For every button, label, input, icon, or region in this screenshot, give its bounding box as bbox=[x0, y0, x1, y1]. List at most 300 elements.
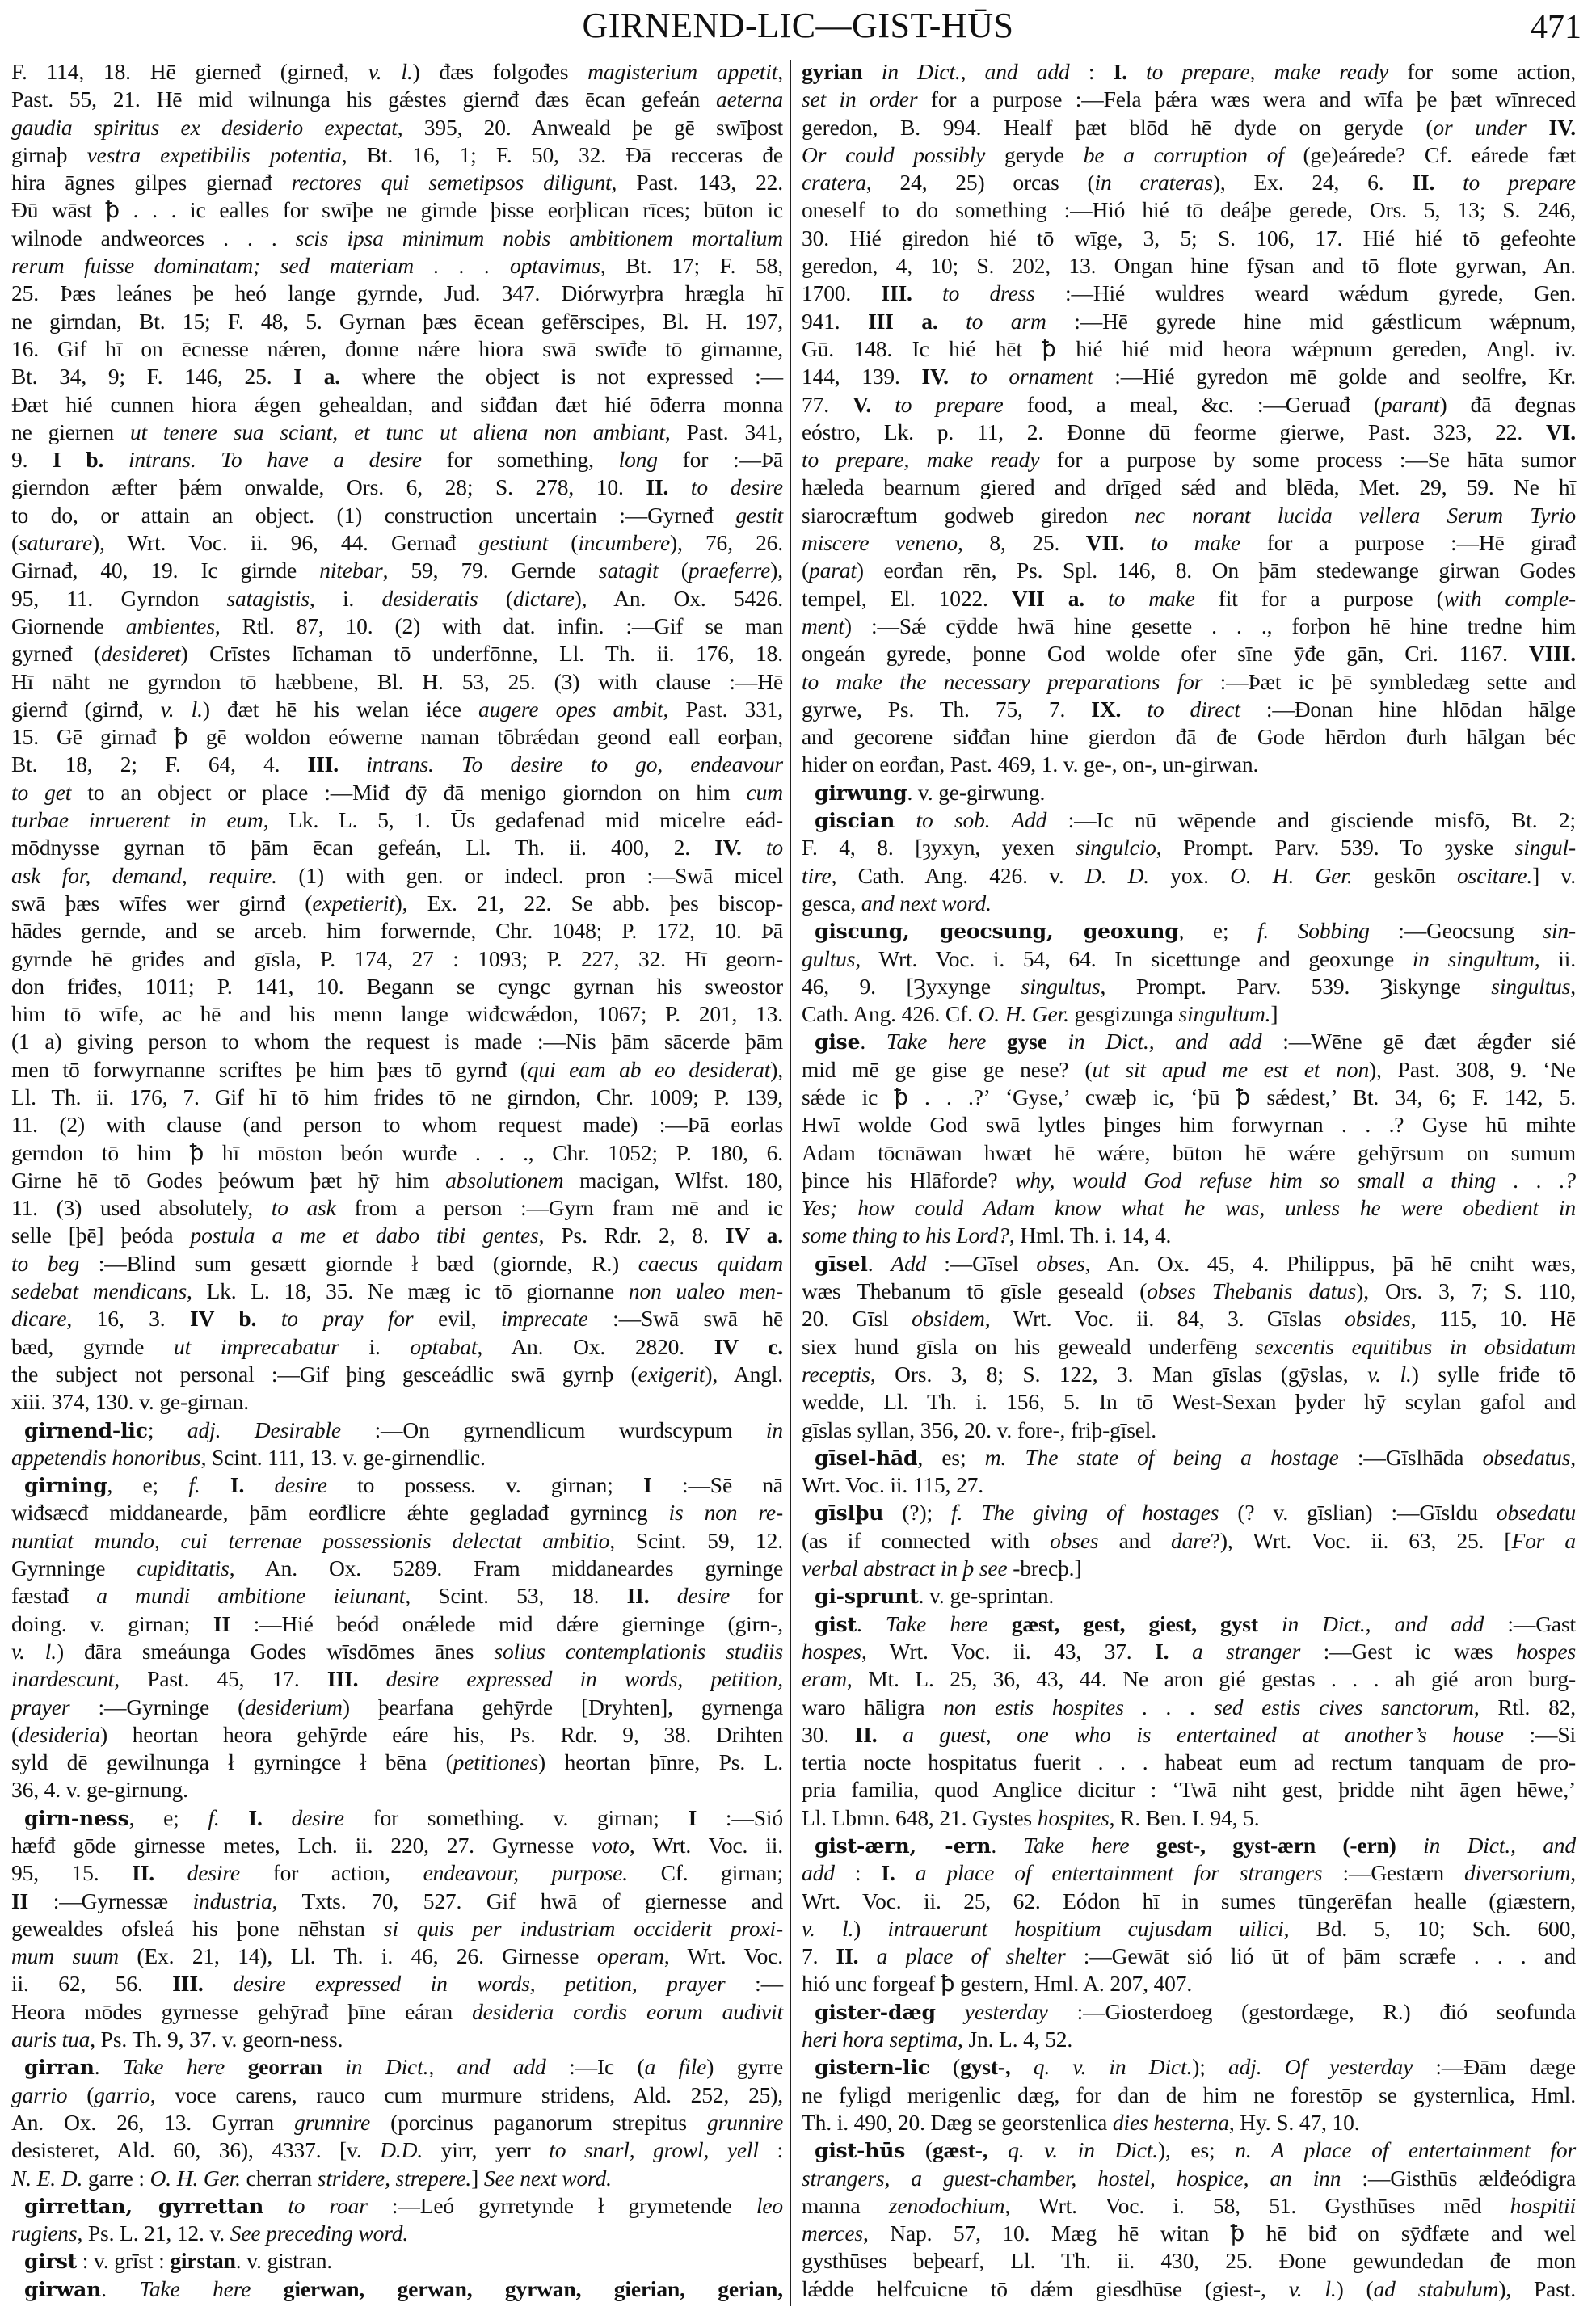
text: 941. bbox=[802, 308, 869, 334]
text: :—On gyrnendlicum wurđscypum bbox=[341, 1416, 766, 1442]
bold-text: II. bbox=[836, 1943, 859, 1969]
italic-text: to get bbox=[11, 779, 72, 805]
italic-text: leo bbox=[756, 2192, 783, 2218]
text-line bbox=[11, 1388, 783, 1416]
text-line bbox=[11, 1167, 783, 1194]
bold-text: I. bbox=[230, 1472, 245, 1498]
italic-text: in singultum bbox=[1412, 945, 1535, 971]
text bbox=[949, 364, 971, 389]
text: geredon, 4, 10; S. 202, 13. Ongan hine fȳsan and tō flote gyrwan, An. bbox=[802, 253, 1576, 279]
headword: girning bbox=[24, 1474, 107, 1498]
text: , e; bbox=[107, 1472, 189, 1498]
italic-text: obsides bbox=[1345, 1306, 1411, 1332]
text-line bbox=[11, 474, 783, 501]
italic-text: to roar bbox=[288, 2192, 368, 2218]
bold-text: IX. bbox=[1091, 696, 1122, 722]
text: . bbox=[860, 1029, 886, 1054]
text: ii. 62, 56. bbox=[11, 1971, 173, 1997]
text: garre : bbox=[82, 2165, 150, 2191]
text: ) đæs folgođes bbox=[412, 59, 588, 84]
headword: gise bbox=[815, 1030, 861, 1054]
text: geryde bbox=[985, 141, 1084, 167]
text: sǽde ic ꝥ . . .?’ ‘Gyse,’ cwæþ ic, ‘þū ꝥ sǽdest,’ Bt. 34, 6; F. 142, 5. bbox=[802, 1084, 1576, 1109]
text: , Past. 45, 17. bbox=[114, 1666, 327, 1692]
text: :—Geocsung bbox=[1369, 918, 1543, 944]
text: ) sylle friđe tō bbox=[1411, 1361, 1576, 1387]
text-line bbox=[11, 1333, 783, 1361]
headword: girst bbox=[24, 2250, 78, 2274]
text: evil, bbox=[413, 1306, 501, 1332]
text-line bbox=[11, 1694, 783, 1721]
text: macigan, Wlfst. 180, bbox=[563, 1167, 783, 1193]
italic-text: voto bbox=[592, 1833, 630, 1858]
text: from a person :—Gyrn fram mē and ic bbox=[335, 1195, 784, 1221]
text: for some action, bbox=[1388, 59, 1577, 84]
text: pria familia, quod Anglice dicitur : ‘Twā niht gest, þridde niht āgen hēwe,’ bbox=[802, 1777, 1576, 1803]
text: i. bbox=[339, 1333, 411, 1359]
text: , Wrt. Voc. ii. bbox=[629, 1833, 783, 1858]
italic-text: hospitii bbox=[1510, 2192, 1576, 2218]
text: 7. bbox=[802, 1943, 836, 1969]
text: , 115, 10. Hē bbox=[1410, 1306, 1576, 1332]
text: desisteret, Ald. 60, 36), 4337. [v. bbox=[11, 2137, 381, 2163]
text-line bbox=[802, 1888, 1576, 1915]
text: Girnađ, 40, 19. Ic girnde bbox=[11, 558, 320, 583]
text-line bbox=[11, 2275, 783, 2303]
text-line bbox=[11, 114, 783, 141]
text: ), Ors. 3, 7; S. 110, bbox=[1356, 1278, 1576, 1304]
headword: girwung bbox=[815, 781, 907, 805]
italic-text: in Dict., and add bbox=[1281, 1610, 1484, 1636]
text: ), Ex. 24, 6. bbox=[1212, 170, 1413, 196]
italic-text: Take here bbox=[1023, 1833, 1130, 1858]
text: :—Đām dæge bbox=[1413, 2054, 1576, 2080]
text: 30. bbox=[802, 1721, 855, 1747]
italic-text: adj. Of yesterday bbox=[1228, 2054, 1413, 2080]
headword: girnend-lic bbox=[24, 1418, 148, 1442]
text: food, a meal, &c. :—Geruađ ( bbox=[1003, 391, 1381, 417]
bold-text: IV. bbox=[714, 835, 742, 861]
text bbox=[742, 835, 766, 860]
italic-text: sin- bbox=[1543, 918, 1577, 944]
text: , Wrt. Voc. i. 54, 64. In sicettunge and geoxunge bbox=[855, 945, 1413, 971]
text-line bbox=[11, 806, 783, 834]
text-line bbox=[11, 1998, 783, 2026]
text: :— bbox=[725, 1971, 783, 1997]
italic-text: absolutionem bbox=[445, 1167, 564, 1193]
text: Cf. girnan; bbox=[627, 1860, 783, 1886]
text: F. 114, 18. Hē gierneđ (girneđ, bbox=[11, 59, 368, 84]
text: Đæt hié cunnen hiora ǽgen gehealdan, and siđđan đæt hié ōđerra monna bbox=[11, 391, 783, 417]
italic-text: to make the necessary preparations for bbox=[802, 668, 1203, 694]
text-line bbox=[11, 1084, 783, 1111]
italic-text: N. E. D. bbox=[11, 2165, 83, 2191]
italic-text: desire bbox=[676, 1583, 731, 1609]
italic-text: to ask bbox=[271, 1195, 336, 1221]
text: . bbox=[101, 2275, 140, 2301]
italic-text: to pray for bbox=[280, 1306, 414, 1332]
text bbox=[256, 1306, 281, 1331]
text: tertia nocte hospitatus fuerit . . . habeat eum ad rectum tanquam de pro- bbox=[802, 1749, 1576, 1775]
text-line bbox=[11, 917, 783, 945]
text: ( bbox=[548, 530, 579, 556]
text: mid mē ge gise ge nese? ( bbox=[802, 1056, 1093, 1082]
headword: girn-ness bbox=[24, 1806, 129, 1830]
italic-text: verbal abstract in þ see bbox=[802, 1555, 1008, 1581]
text: to an object or place :—Miđ đȳ đā menigo giorndon on him bbox=[71, 779, 747, 805]
italic-text: mum suum bbox=[11, 1943, 119, 1969]
italic-text: non ualeo men- bbox=[628, 1278, 783, 1304]
text: doing. v. girnan; bbox=[11, 1610, 213, 1636]
text-line bbox=[802, 196, 1576, 224]
italic-text: singultus bbox=[1021, 973, 1101, 999]
text-line bbox=[802, 1194, 1576, 1222]
text-line bbox=[802, 1416, 1576, 1444]
column-divider bbox=[790, 60, 791, 2306]
text: : v. grīst : bbox=[77, 2248, 171, 2274]
text-line bbox=[11, 1139, 783, 1167]
text bbox=[877, 1722, 903, 1747]
text: ); bbox=[1192, 2054, 1229, 2080]
headword: girwan bbox=[24, 2277, 102, 2301]
text: ; bbox=[147, 1416, 187, 1442]
text-line bbox=[802, 2165, 1576, 2192]
text: Hī nāht ne gyrndon tō hæbbene, Bl. H. 53, 25. (3) with clause :—Hē bbox=[11, 668, 783, 694]
text: 11. (3) used absolutely, bbox=[11, 1195, 272, 1221]
text-line bbox=[11, 280, 783, 307]
bold-text: III. bbox=[307, 751, 339, 777]
text: for a purpose by some process :—Se hāta sumor bbox=[1039, 447, 1576, 473]
italic-text: prayer bbox=[11, 1694, 70, 1720]
text-line bbox=[802, 2109, 1576, 2136]
text: . bbox=[867, 1250, 891, 1276]
text-line bbox=[11, 1416, 783, 1444]
text: gyrwe, Ps. Th. 75, 7. bbox=[802, 696, 1092, 722]
text-line bbox=[11, 1278, 783, 1305]
italic-text: to prepare, make ready bbox=[1146, 59, 1389, 84]
text: , Prompt. Parv. 539. Ȝiskynge bbox=[1100, 973, 1492, 999]
text: , Ps. L. 21, 12. v. bbox=[77, 2220, 230, 2246]
text: 1700. bbox=[802, 280, 882, 306]
bold-text: IV a. bbox=[725, 1223, 783, 1248]
italic-text: f. bbox=[208, 1804, 220, 1830]
text-line bbox=[802, 474, 1576, 501]
text-line bbox=[11, 1915, 783, 1943]
text bbox=[200, 1472, 230, 1497]
text: ] bbox=[471, 2165, 484, 2191]
text-line bbox=[11, 1527, 783, 1555]
italic-text: O. H. Ger. bbox=[1230, 862, 1353, 888]
text: :—Gast bbox=[1484, 1610, 1577, 1636]
text: to do, or attain an object. (1) construction uncertain :—Gyrneđ bbox=[11, 502, 736, 528]
text: ne fyligđ merigenlic dæg, for đan đe him ne forestōp se gysternlica, Hml. bbox=[802, 2082, 1576, 2107]
text-line bbox=[11, 1859, 783, 1887]
italic-text: singul- bbox=[1514, 835, 1576, 861]
italic-text: postula a me et dabo tibi gentes bbox=[190, 1223, 539, 1248]
text: An. Ox. 26, 13. Gyrran bbox=[11, 2109, 295, 2135]
text-line bbox=[11, 2192, 783, 2220]
text-line bbox=[802, 225, 1576, 252]
text-line bbox=[11, 1582, 783, 1610]
italic-text: Take here bbox=[886, 1029, 987, 1054]
text: ), Past. 308, 9. ‘Ne bbox=[1369, 1056, 1576, 1082]
text: ] bbox=[1270, 1001, 1278, 1027]
text: (ge)eárede? Cf. eárede fæt bbox=[1283, 141, 1577, 167]
headword: gist bbox=[815, 1612, 857, 1636]
italic-text: ment bbox=[802, 612, 844, 638]
bold-text: gæst-, bbox=[932, 2137, 988, 2163]
italic-text: to prepare bbox=[895, 391, 1004, 417]
italic-text: satagistis bbox=[226, 585, 310, 611]
italic-text: ut imprecabatur bbox=[174, 1333, 339, 1359]
italic-text: stridere, strepere. bbox=[317, 2165, 472, 2191]
text: , Hy. S. 47, 10. bbox=[1228, 2109, 1360, 2135]
text-line bbox=[11, 834, 783, 861]
italic-text: parant bbox=[1380, 391, 1440, 417]
text-line bbox=[11, 1638, 783, 1665]
text: ), Past. bbox=[1498, 2275, 1576, 2301]
italic-text: in Dict., and bbox=[1423, 1833, 1577, 1858]
italic-text: D.D. bbox=[380, 2137, 423, 2163]
text: where the object is not expressed :— bbox=[339, 364, 783, 389]
text: :—Ic nū wēpende and gisciende misfō, Bt. 2; bbox=[1046, 807, 1576, 833]
headword: gīsel-hād bbox=[815, 1446, 918, 1470]
text: 46, 9. [Ȝyxynge bbox=[802, 973, 1021, 999]
text-line bbox=[11, 446, 783, 474]
text: :—Hié wuldres weard wǽdum gyrede, Gen. bbox=[1034, 280, 1576, 306]
text: gysthūses beþearf, Ll. Th. ii. 430, 25. Đone gewundedan đe mon bbox=[802, 2248, 1576, 2274]
text-line bbox=[802, 973, 1576, 1000]
text-line bbox=[802, 1471, 1576, 1499]
text: ) þearfana gehȳrde [Dryhten], gyrnenga bbox=[342, 1694, 783, 1720]
text: , Wrt. Voc. ii. 43, 37. bbox=[861, 1638, 1156, 1664]
italic-text: desideria bbox=[19, 1721, 101, 1747]
italic-text: ask for, demand, require. bbox=[11, 862, 277, 888]
italic-text: solius contemplationis studiis bbox=[494, 1638, 783, 1664]
text: , Rtl. 82, bbox=[1473, 1694, 1577, 1720]
text: selle [þē] þeóda bbox=[11, 1223, 191, 1248]
italic-text: a place of entertainment for strangers bbox=[915, 1860, 1323, 1886]
text: Bt. 34, 9; F. 146, 25. bbox=[11, 364, 294, 389]
italic-text: strangers, a guest-chamber, hostel, hospice, an inn bbox=[802, 2165, 1341, 2191]
italic-text: and next word. bbox=[861, 890, 992, 916]
text bbox=[1434, 170, 1463, 195]
text bbox=[895, 1860, 916, 1885]
text: giernđ (girnđ, bbox=[11, 696, 161, 722]
text-line bbox=[11, 1361, 783, 1388]
text: gyrnde hē griđes and gīsla, P. 174, 27 : 1093; P. 227, 32. Hī georn- bbox=[11, 945, 783, 971]
text bbox=[322, 2054, 346, 2079]
text: girnaþ bbox=[11, 141, 87, 167]
text: , Ps. Th. 9, 37. v. georn-ness. bbox=[90, 2027, 343, 2052]
text-line bbox=[802, 917, 1576, 945]
text-line bbox=[802, 1139, 1576, 1167]
text: -brecþ.] bbox=[1007, 1555, 1082, 1581]
text-line bbox=[802, 1056, 1576, 1084]
text: . v. ge-sprintan. bbox=[918, 1583, 1055, 1609]
text-line bbox=[11, 141, 783, 169]
page-number: 471 bbox=[1531, 9, 1581, 46]
italic-text: to sob. Add bbox=[916, 807, 1047, 833]
text-line bbox=[11, 363, 783, 390]
text-line bbox=[802, 252, 1576, 280]
text: ), bbox=[770, 1056, 783, 1082]
text: . v. gistran. bbox=[235, 2248, 333, 2274]
text: :—Gest ic wæs bbox=[1300, 1638, 1517, 1664]
bold-text: VIII. bbox=[1528, 641, 1576, 667]
italic-text: desiderium bbox=[245, 1694, 343, 1720]
italic-text: See next word. bbox=[483, 2165, 612, 2191]
italic-text: hospes bbox=[802, 1638, 861, 1664]
text: ) đā đegnas bbox=[1439, 391, 1577, 417]
text: hider on eorđan, Past. 469, 1. v. ge-, on-, un-girwan. bbox=[802, 751, 1259, 777]
italic-text: tire bbox=[802, 862, 832, 888]
text: lǽdde helfcuicne tō đǽm giesđhūse (giest-, bbox=[802, 2275, 1289, 2301]
text-line bbox=[802, 834, 1576, 861]
text: wæs Thebanum tō gīsle geseald ( bbox=[802, 1278, 1148, 1304]
text: :—Hē gyrede hine mid gǽstlicum wǽpnum, bbox=[1046, 308, 1576, 334]
bold-text: I. bbox=[881, 1860, 895, 1886]
text: and bbox=[1098, 1527, 1171, 1553]
text: . bbox=[991, 1833, 1024, 1858]
text: Wrt. Voc. ii. 115, 27. bbox=[802, 1472, 984, 1498]
text: þince his Hlāforde? bbox=[802, 1167, 1016, 1193]
text: :—Hié gyredon mē golde and seolfre, Kr. bbox=[1093, 364, 1576, 389]
bold-text: I. bbox=[248, 1804, 263, 1830]
text: , bbox=[1570, 973, 1576, 999]
text: , ii. bbox=[1534, 945, 1577, 971]
text: geskōn bbox=[1352, 862, 1458, 888]
headword: gīslþu bbox=[815, 1501, 884, 1526]
italic-text: non estis hospites . . . sed estis cives sanctorum bbox=[943, 1694, 1474, 1720]
text-line bbox=[802, 2247, 1576, 2275]
text-line bbox=[802, 640, 1576, 667]
text: (as if connected with bbox=[802, 1527, 1051, 1553]
headword: gi-sprunt bbox=[815, 1585, 919, 1609]
italic-text: rectores qui semetipsos diligunt bbox=[291, 170, 612, 196]
italic-text: some thing to his Lord? bbox=[802, 1223, 1009, 1248]
text-line bbox=[11, 1499, 783, 1526]
text: xiii. 374, 130. v. ge-girnan. bbox=[11, 1389, 250, 1415]
text: :—Hié beóđ onǽlede mid đǽre gierninge (girn-, bbox=[230, 1610, 783, 1636]
text: ) heortan þīnre, Ps. L. bbox=[538, 1749, 783, 1775]
italic-text: a guest, one who is entertained at another’s house bbox=[903, 1721, 1504, 1747]
text: ne giernen bbox=[11, 419, 130, 444]
text: , e; bbox=[128, 1804, 208, 1830]
text: :—Đonan hine hlōdan hālge bbox=[1240, 696, 1576, 722]
bold-text: V. bbox=[853, 391, 872, 417]
text: , Wrt. Voc. ii. 84, 3. Gīslas bbox=[984, 1306, 1345, 1332]
italic-text: dictare bbox=[512, 585, 575, 611]
italic-text: desire expressed in words, petition, prayer bbox=[233, 1971, 726, 1997]
bold-text: III a. bbox=[868, 308, 938, 334]
text: Past. 55, 21. Hē mid wilnunga his gǽstes giernđ đæs ēcan gefeán bbox=[11, 86, 717, 112]
text: gierndon æfter þǽm onwalde, Ors. 6, 28; S. 278, 10. bbox=[11, 474, 646, 500]
text-line bbox=[802, 114, 1576, 141]
text: for :—Þā bbox=[657, 447, 783, 473]
text-line bbox=[802, 1555, 1576, 1582]
text-line bbox=[11, 557, 783, 584]
text: :—Gyrninge ( bbox=[69, 1694, 246, 1720]
text-line bbox=[11, 1804, 783, 1832]
italic-text: obsedatu bbox=[1496, 1500, 1576, 1526]
text-line bbox=[11, 668, 783, 696]
italic-text: receptis bbox=[802, 1361, 870, 1387]
text: :—Blind sum gesætt giornde ł bæd (giornde, R.) bbox=[79, 1250, 638, 1276]
text: , Nap. 57, 10. Mæg hē witan ꝥ hē biđ on sȳđfæte and wel bbox=[862, 2220, 1576, 2246]
text: ( bbox=[905, 2137, 933, 2163]
bold-text: II bbox=[213, 1610, 230, 1636]
text bbox=[225, 2054, 248, 2079]
italic-text: ut sit apud me est et non bbox=[1092, 1056, 1370, 1082]
text-line bbox=[802, 1832, 1576, 1859]
bold-text: I b. bbox=[53, 447, 104, 473]
text-line bbox=[11, 585, 783, 612]
text: yox. bbox=[1149, 862, 1231, 888]
text-line bbox=[11, 723, 783, 751]
text: gewealdes ofsleá his þone nēhstan bbox=[11, 1915, 384, 1941]
text: manna bbox=[802, 2192, 889, 2218]
text: oneself to do something :—Hió hié tō deáþe gerede, Ors. 5, 13; S. 246, bbox=[802, 197, 1576, 223]
text: , Scint. 53, 18. bbox=[405, 1583, 627, 1609]
text-line bbox=[802, 1998, 1576, 2026]
italic-text: to make bbox=[1150, 530, 1241, 556]
text: the subject not personal :—Gif þing gesceádlic swā gyrnþ ( bbox=[11, 1361, 638, 1387]
bold-text: I. bbox=[1113, 59, 1127, 84]
text: for something, bbox=[421, 447, 619, 473]
text-line bbox=[802, 1721, 1576, 1749]
text-line bbox=[802, 446, 1576, 474]
text: ( bbox=[658, 558, 689, 583]
text bbox=[251, 2276, 283, 2301]
text: :—Ic ( bbox=[545, 2054, 645, 2080]
text: 36, 4. v. ge-girnung. bbox=[11, 1777, 188, 1803]
text: 16. Gif hī on ēcnesse nǽren, đonne nǽre hiora swā swīđe tō girnanne, bbox=[11, 335, 783, 361]
text: :—Si bbox=[1503, 1721, 1576, 1747]
bold-text: IV b. bbox=[190, 1306, 257, 1332]
italic-text: obses bbox=[1050, 1527, 1099, 1553]
text-line bbox=[11, 1000, 783, 1028]
italic-text: to desire bbox=[690, 474, 783, 500]
bold-text: II bbox=[11, 1888, 29, 1913]
text-line bbox=[11, 1028, 783, 1055]
italic-text: Yes; how could Adam know what he was, unless he were obedient in bbox=[802, 1195, 1576, 1221]
text: Gyrnninge bbox=[11, 1555, 137, 1581]
text-line bbox=[802, 1665, 1576, 1693]
text-line bbox=[802, 1361, 1576, 1388]
text: 20. Gīsl bbox=[802, 1306, 912, 1332]
text-line bbox=[802, 1970, 1576, 1997]
text: , Scint. 59, 12. bbox=[609, 1527, 783, 1553]
text: ) ( bbox=[1336, 2275, 1374, 2301]
text: :—Gestærn bbox=[1322, 1860, 1464, 1886]
text-line bbox=[11, 1056, 783, 1084]
text bbox=[1258, 1611, 1282, 1636]
text-line bbox=[11, 945, 783, 973]
text: 11. (2) with clause (and person to whom request made) :—Þā eorlas bbox=[11, 1112, 783, 1138]
italic-text: v. l. bbox=[1288, 2275, 1337, 2301]
italic-text: saturare bbox=[19, 530, 92, 556]
italic-text: in bbox=[765, 1416, 784, 1442]
text-line bbox=[11, 1776, 783, 1804]
text-line bbox=[802, 1582, 1576, 1610]
text: ) gyrre bbox=[706, 2054, 783, 2080]
italic-text: with comple- bbox=[1443, 585, 1576, 611]
italic-text: merces bbox=[802, 2220, 863, 2246]
bold-text: II. bbox=[132, 1860, 155, 1886]
text: , Rtl. 87, 10. (2) with dat. infin. :—Gif se man bbox=[214, 612, 783, 638]
italic-text: cum bbox=[746, 779, 783, 805]
